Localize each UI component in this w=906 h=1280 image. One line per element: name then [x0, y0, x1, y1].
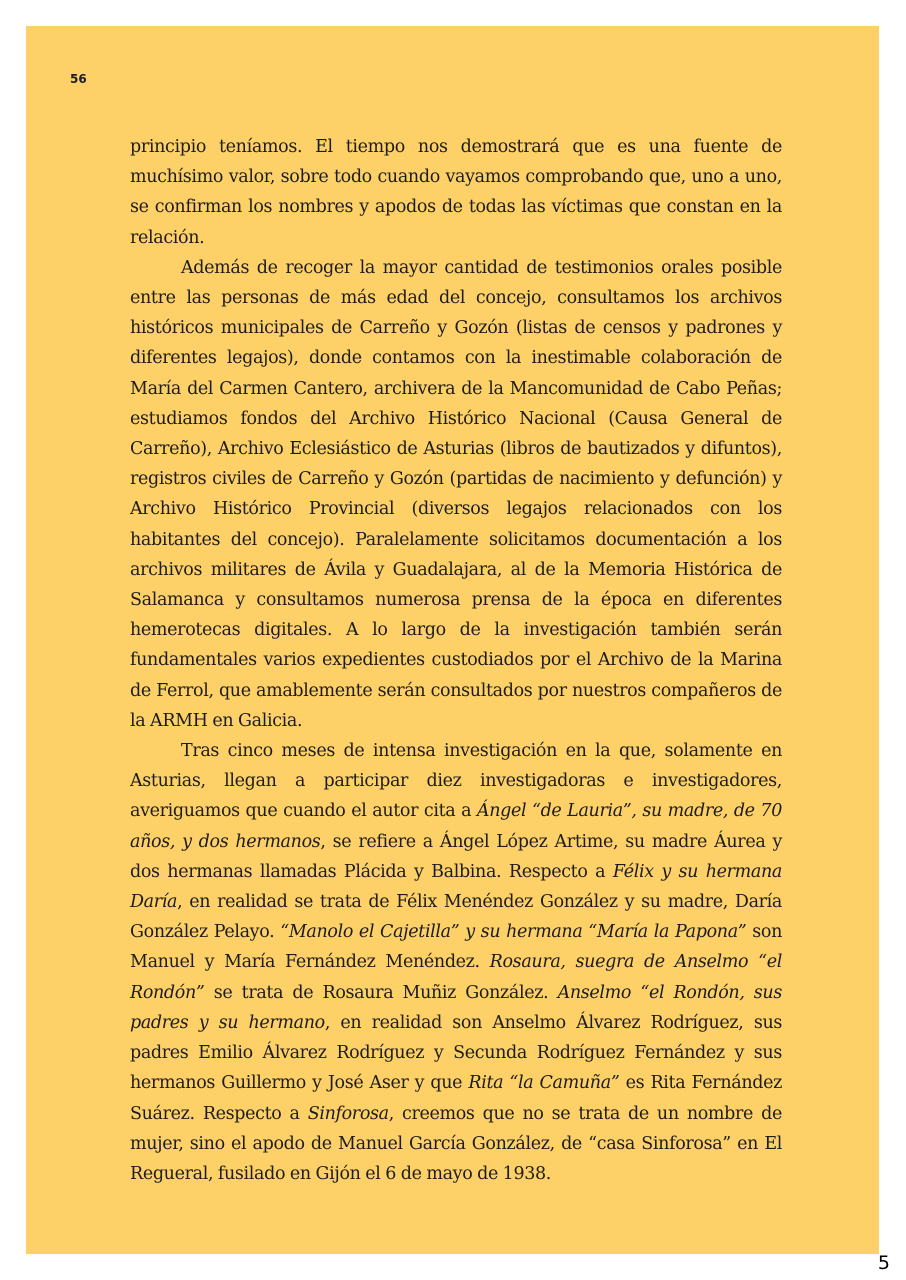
corner-page-number: 5: [877, 1252, 890, 1274]
italic-segment: Rosaura, suegra de Anselmo “el Rondón”: [130, 952, 782, 1003]
text-segment: se trata de Rosaura Muñiz González.: [204, 982, 558, 1003]
text-segment: son Manuel y María Fernández Menéndez.: [130, 922, 783, 973]
italic-segment: Anselmo “el Rondón, sus padres y su hermano: [130, 982, 782, 1033]
text-segment: es Rita Fernández Suárez. Respecto a: [130, 1073, 782, 1124]
page-sheet: [26, 26, 879, 1254]
italic-segment: “Manolo el Cajetilla” y su hermana “María la Papona”: [280, 922, 747, 943]
paragraph-1: [130, 132, 782, 253]
page-number: 56: [70, 72, 87, 86]
text-segment: , creemos que no se trata de un nombre de mujer, sino el apodo de Manuel García González, de “casa Sinforosa” en El Regueral, fusilado en Gijón el 6 de mayo de 1938.: [130, 1103, 782, 1184]
paragraph-3: [130, 736, 782, 1189]
text-segment: Tras cinco meses de intensa investigación en la que, solamente en Asturias, llegan a participar diez investigadoras e investigadores, averiguamos que cuando el autor cita a: [130, 741, 782, 822]
italic-segment: Félix y su hermana Daría: [130, 861, 782, 913]
text-segment: principio teníamos. El tiempo nos demostrará que es una fuente de muchísimo valor, sobre todo cuando vayamos comprobando que, uno a uno, se confirman los nombres y apodos de todas las víctimas que constan en la relación.: [130, 137, 782, 248]
italic-segment: Rita “la Camuña”: [468, 1073, 620, 1094]
italic-segment: Ángel “de Lauria”, su madre, de 70 años, y dos hermanos: [130, 801, 782, 852]
italic-segment: Sinforosa: [307, 1103, 389, 1124]
text-segment: , en realidad se trata de Félix Menéndez González y su madre, Daría González Pelayo.: [130, 892, 782, 943]
paragraph-2: [130, 253, 782, 736]
text-segment: , se refiere a Ángel López Artime, su madre Áurea y dos hermanas llamadas Plácida y Balbina. Respecto a: [130, 831, 782, 882]
body-text: [130, 132, 782, 1189]
text-segment: Además de recoger la mayor cantidad de testimonios orales posible entre las personas de más edad del concejo, consultamos los archivos históricos municipales de Carreño y Gozón (listas de censos y padrones y diferentes legajos), donde contamos con la inestimable colaboración de María del Carmen Cantero, archivera de la Mancomunidad de Cabo Peñas; estudiamos fondos del Archivo Histórico Nacional (Causa General de Carreño), Archivo Eclesiástico de Asturias (libros de bautizados y difuntos), registros civiles de Carreño y Gozón (partidas de nacimiento y defunción) y Archivo Histórico Provincial (diversos legajos relacionados con los habitantes del concejo). Paralelamente solicitamos documentación a los archivos militares de Ávila y Guadalajara, al de la Memoria Histórica de Salamanca y consultamos numerosa prensa de la época en diferentes hemerotecas digitales. A lo largo de la investigación también serán fundamentales varios expedientes custodiados por el Archivo de la Marina de Ferrol, que amablemente serán consultados por nuestros compañeros de la ARMH en Galicia.: [130, 257, 782, 731]
text-segment: , en realidad son Anselmo Álvarez Rodríguez, sus padres Emilio Álvarez Rodríguez y Secunda Rodríguez Fernández y sus hermanos Guillermo y José Aser y que: [130, 1012, 783, 1094]
